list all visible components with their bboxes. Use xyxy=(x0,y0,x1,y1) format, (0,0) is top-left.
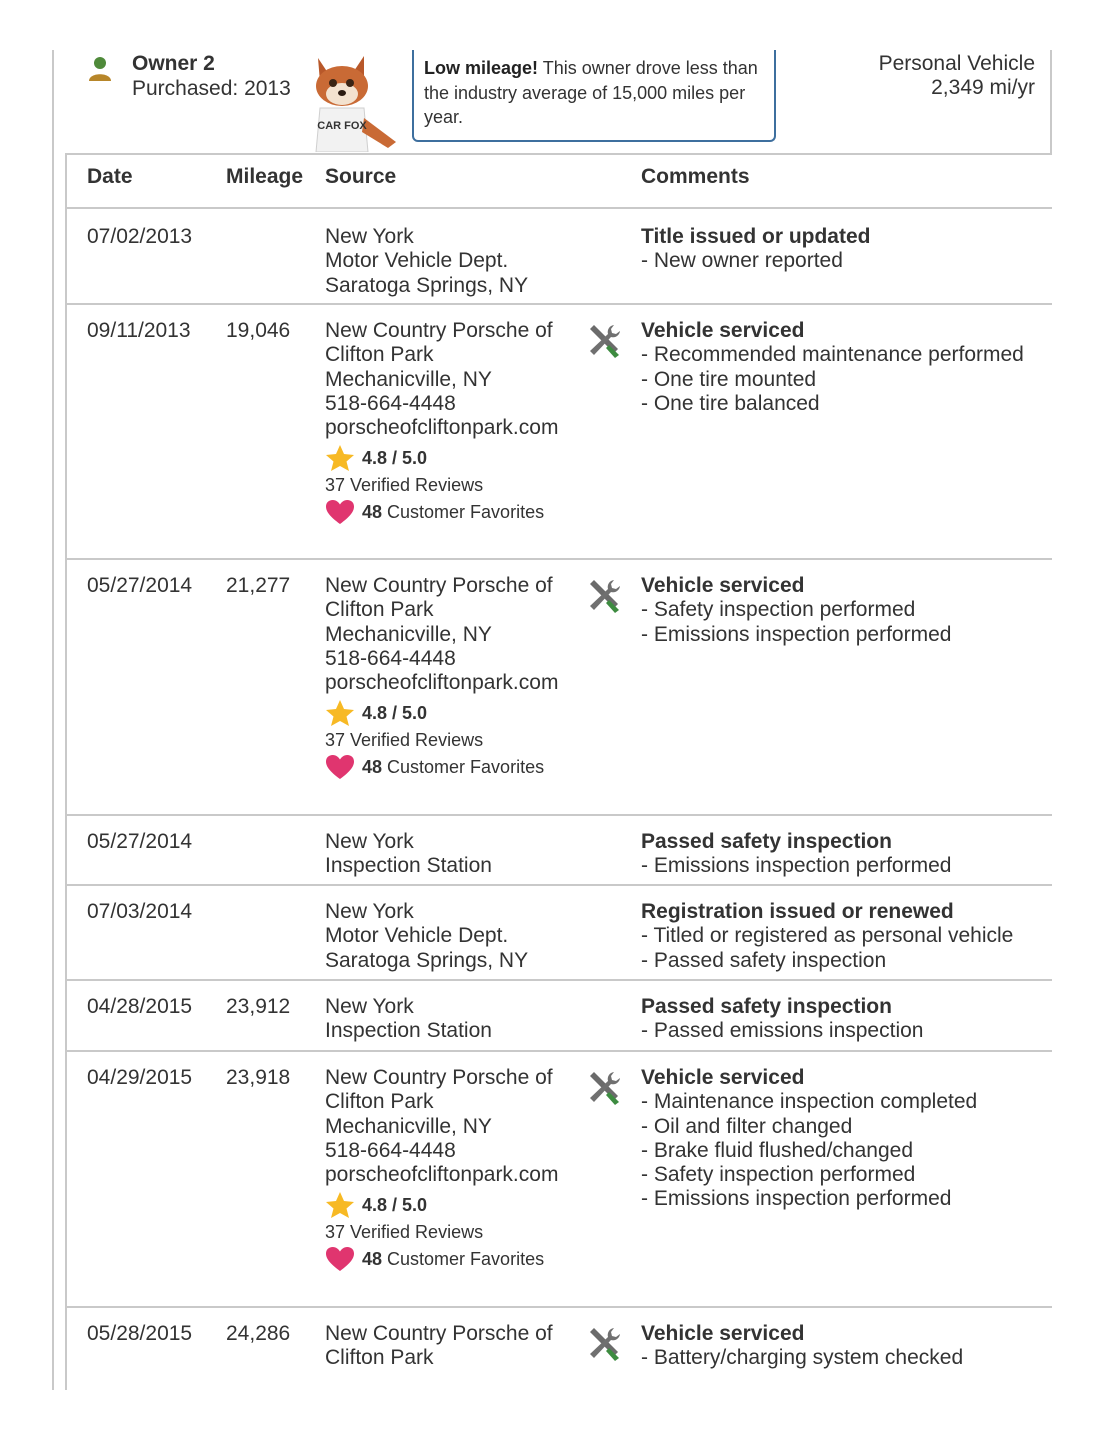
source-line: porscheofcliftonpark.com xyxy=(325,671,559,695)
heart-icon xyxy=(325,499,355,525)
row-mileage: 23,918 xyxy=(226,1066,291,1089)
source-line: porscheofcliftonpark.com xyxy=(325,1163,559,1187)
customer-favorites xyxy=(325,753,575,781)
comment-title: Registration issued or renewed xyxy=(641,900,954,923)
customer-favorites xyxy=(325,1245,575,1273)
source-line: New York xyxy=(325,900,414,923)
favorites-count: 48 xyxy=(362,502,383,523)
comment-title: Title issued or updated xyxy=(641,225,871,248)
shop-rating xyxy=(325,444,575,472)
row-source xyxy=(325,319,575,526)
header-mileage: Mileage xyxy=(226,165,304,188)
service-tools-icon xyxy=(585,1324,623,1362)
callout-text: This owner drove less than the industry average of 15,000 miles per year. xyxy=(424,58,758,127)
source-line: New Country Porsche of xyxy=(325,319,553,342)
source-line: 518-664-4448 xyxy=(325,646,456,670)
row-mileage: 19,046 xyxy=(226,319,291,342)
table-row xyxy=(65,979,1052,1050)
service-tools-icon xyxy=(585,1068,623,1106)
favorites-count: 48 xyxy=(362,757,383,778)
comment-item: - Passed emissions inspection xyxy=(641,1019,924,1043)
row-source xyxy=(325,830,575,879)
comment-item: - Safety inspection performed xyxy=(641,598,916,622)
source-line: New York xyxy=(325,225,414,248)
service-tools-icon xyxy=(585,576,623,614)
row-date: 05/27/2014 xyxy=(87,574,193,597)
comment-title: Passed safety inspection xyxy=(641,995,892,1018)
comment-item: - Emissions inspection performed xyxy=(641,1187,952,1211)
source-line: Mechanicville, NY xyxy=(325,1114,492,1138)
rating-score: 4.8 / 5.0 xyxy=(362,703,428,724)
star-icon xyxy=(325,444,355,472)
comment-item: - Brake fluid flushed/changed xyxy=(641,1138,914,1162)
history-page xyxy=(52,50,1052,1390)
star-icon xyxy=(325,1191,355,1219)
star-icon xyxy=(325,699,355,727)
favorites-label: Customer Favorites xyxy=(387,1249,545,1270)
service-tools-icon xyxy=(585,321,623,359)
row-comments xyxy=(641,830,1041,879)
comment-item: - Passed safety inspection xyxy=(641,948,887,972)
table-row xyxy=(65,1306,1052,1390)
verified-reviews: 37 Verified Reviews xyxy=(325,475,484,496)
comment-item: - Emissions inspection performed xyxy=(641,854,952,878)
source-line: Saratoga Springs, NY xyxy=(325,273,529,297)
customer-favorites xyxy=(325,498,575,526)
comment-item: - Battery/charging system checked xyxy=(641,1346,964,1370)
table-row xyxy=(65,814,1052,884)
header-source: Source xyxy=(325,165,397,188)
row-comments xyxy=(641,1066,1041,1212)
verified-reviews: 37 Verified Reviews xyxy=(325,730,484,751)
comment-title: Passed safety inspection xyxy=(641,830,892,853)
comment-title: Vehicle serviced xyxy=(641,1066,805,1089)
low-mileage-callout xyxy=(412,50,776,142)
row-date: 04/28/2015 xyxy=(87,995,193,1018)
source-line: 518-664-4448 xyxy=(325,1138,456,1162)
comment-item: - Titled or registered as personal vehicle xyxy=(641,924,1014,948)
verified-reviews: 37 Verified Reviews xyxy=(325,1222,484,1243)
header-comments: Comments xyxy=(641,165,750,188)
source-line: New Country Porsche of xyxy=(325,1322,553,1345)
comment-item: - New owner reported xyxy=(641,249,843,273)
source-line: Saratoga Springs, NY xyxy=(325,948,529,972)
comment-title: Vehicle serviced xyxy=(641,1322,805,1345)
row-source xyxy=(325,574,575,781)
source-line: Inspection Station xyxy=(325,854,492,878)
row-source xyxy=(325,995,575,1044)
rating-score: 4.8 / 5.0 xyxy=(362,1195,428,1216)
vehicle-type: Personal Vehicle xyxy=(878,52,1035,75)
source-line: Clifton Park xyxy=(325,598,434,622)
shop-rating xyxy=(325,699,575,727)
source-line: Clifton Park xyxy=(325,1090,434,1114)
favorites-label: Customer Favorites xyxy=(387,502,545,523)
owner-purchased-year: Purchased: 2013 xyxy=(132,77,291,100)
source-line: Motor Vehicle Dept. xyxy=(325,924,509,948)
row-mileage: 24,286 xyxy=(226,1322,291,1345)
comment-item: - Safety inspection performed xyxy=(641,1163,916,1187)
table-row xyxy=(65,303,1052,558)
comment-item: - One tire mounted xyxy=(641,367,817,391)
source-line: New York xyxy=(325,830,414,853)
header-date: Date xyxy=(87,165,133,188)
row-date: 09/11/2013 xyxy=(87,319,191,342)
comment-item: - One tire balanced xyxy=(641,391,820,415)
owner-icon xyxy=(88,56,112,82)
row-source xyxy=(325,225,575,298)
row-comments xyxy=(641,995,1041,1044)
table-row xyxy=(65,884,1052,979)
source-line: New Country Porsche of xyxy=(325,1066,553,1089)
heart-icon xyxy=(325,754,355,780)
row-source xyxy=(325,900,575,973)
favorites-label: Customer Favorites xyxy=(387,757,545,778)
row-source xyxy=(325,1322,575,1371)
row-mileage: 21,277 xyxy=(226,574,291,597)
comment-item: - Emissions inspection performed xyxy=(641,622,952,646)
source-line: Motor Vehicle Dept. xyxy=(325,249,509,273)
row-date: 05/28/2015 xyxy=(87,1322,193,1345)
heart-icon xyxy=(325,1246,355,1272)
comment-title: Vehicle serviced xyxy=(641,319,805,342)
favorites-count: 48 xyxy=(362,1249,383,1270)
table-top-rule xyxy=(65,153,1052,155)
row-mileage: 23,912 xyxy=(226,995,291,1018)
row-comments xyxy=(641,900,1041,973)
table-row xyxy=(65,209,1052,303)
row-comments xyxy=(641,574,1041,647)
left-border xyxy=(52,50,54,1390)
row-comments xyxy=(641,225,1041,274)
source-line: porscheofcliftonpark.com xyxy=(325,416,559,440)
source-line: Mechanicville, NY xyxy=(325,367,492,391)
shop-rating xyxy=(325,1191,575,1219)
source-line: Inspection Station xyxy=(325,1019,492,1043)
row-comments xyxy=(641,319,1041,416)
table-row xyxy=(65,558,1052,814)
comment-item: - Maintenance inspection completed xyxy=(641,1090,978,1114)
row-date: 07/02/2013 xyxy=(87,225,193,248)
source-line: Clifton Park xyxy=(325,1346,434,1370)
comment-title: Vehicle serviced xyxy=(641,574,805,597)
row-date: 04/29/2015 xyxy=(87,1066,193,1089)
comment-item: - Recommended maintenance performed xyxy=(641,343,1024,367)
mascot-shirt-text: CAR FOX xyxy=(317,120,367,132)
table-row xyxy=(65,1050,1052,1306)
comment-item: - Oil and filter changed xyxy=(641,1114,853,1138)
source-line: 518-664-4448 xyxy=(325,391,456,415)
source-line: Mechanicville, NY xyxy=(325,622,492,646)
callout-heading: Low mileage! xyxy=(424,58,539,78)
row-comments xyxy=(641,1322,1041,1371)
miles-per-year: 2,349 mi/yr xyxy=(931,76,1035,99)
carfax-fox-mascot xyxy=(304,52,400,152)
row-date: 07/03/2014 xyxy=(87,900,193,923)
owner-name: Owner 2 xyxy=(132,52,215,75)
rating-score: 4.8 / 5.0 xyxy=(362,448,428,469)
right-border xyxy=(1050,50,1052,155)
source-line: Clifton Park xyxy=(325,343,434,367)
row-date: 05/27/2014 xyxy=(87,830,193,853)
row-source xyxy=(325,1066,575,1273)
source-line: New York xyxy=(325,995,414,1018)
source-line: New Country Porsche of xyxy=(325,574,553,597)
